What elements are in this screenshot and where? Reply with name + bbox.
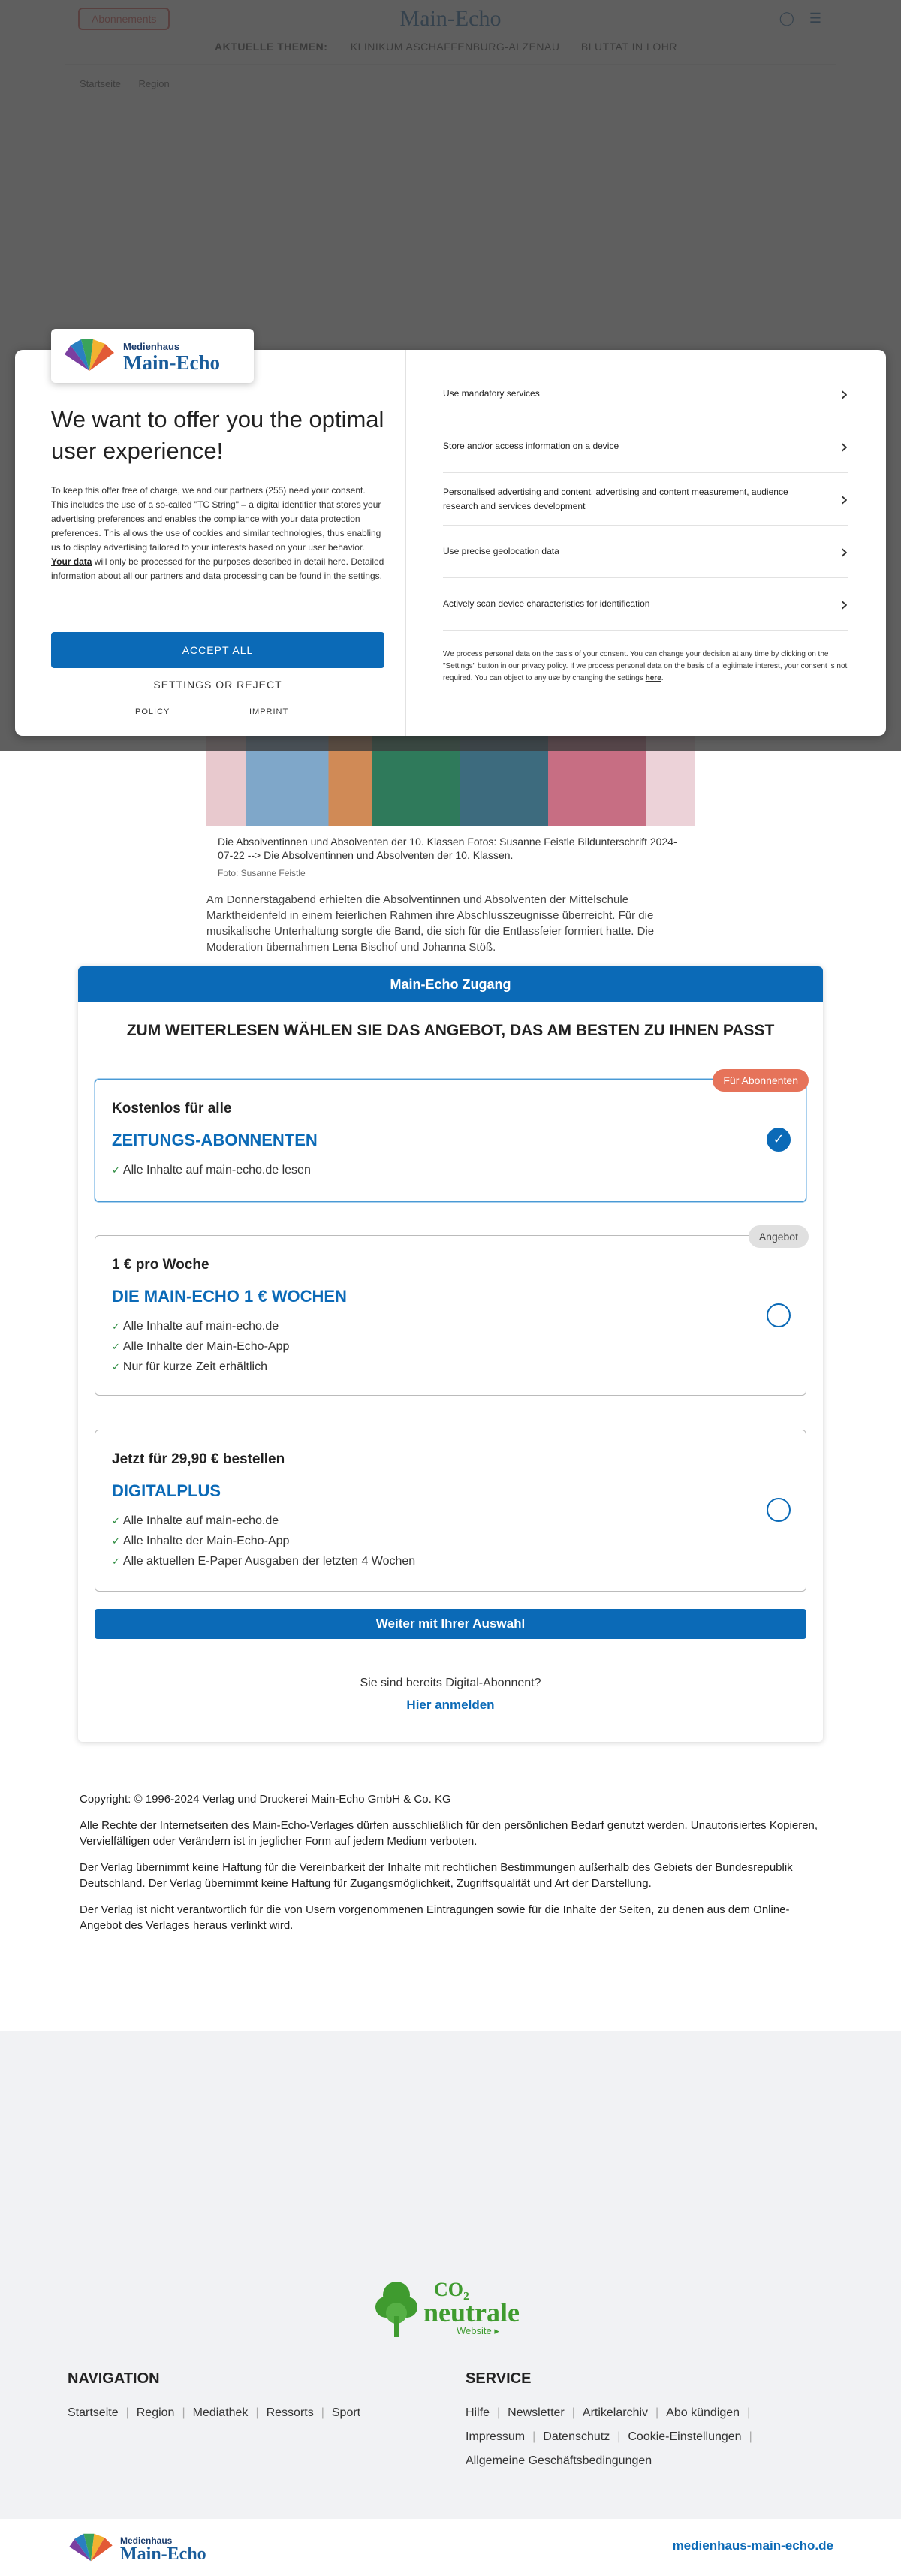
separator: | <box>532 2430 536 2443</box>
offer-feature: ✓ Alle Inhalte auf main-echo.de <box>112 1317 289 1337</box>
footer-navigation <box>68 2370 360 2425</box>
photo-credit: Foto: Susanne Feistle <box>218 868 306 878</box>
chevron-right-icon: › <box>839 539 848 564</box>
separator: | <box>497 2406 501 2419</box>
purpose-row[interactable] <box>443 526 848 578</box>
purpose-label: Actively scan device characteristics for identification <box>443 598 650 609</box>
footer-link[interactable]: Startseite <box>68 2406 119 2419</box>
co2-neutral-badge[interactable] <box>374 2279 532 2339</box>
consent-note-text: We process personal data on the basis of your consent. You can change your decision at any time by clicking on the "Settings" button in our privacy policy. If we process personal data on the basis of a legitimate interest, your consent is not required. You can object to any use by changing the settings <box>443 650 848 682</box>
offer-radio-selected[interactable]: ✓ <box>767 1128 791 1152</box>
chevron-right-icon: › <box>839 381 848 406</box>
purpose-label: Store and/or access information on a device <box>443 441 619 451</box>
chevron-right-icon: › <box>839 434 848 459</box>
consent-note <box>443 649 848 685</box>
purpose-row[interactable] <box>443 578 848 631</box>
purpose-label: Personalised advertising and content, advertising and content measurement, audience research and services development <box>443 486 788 511</box>
your-data-link[interactable]: Your data <box>51 556 92 567</box>
offer-card-digitalplus[interactable] <box>95 1430 806 1592</box>
footer-service-title: SERVICE <box>466 2370 532 2387</box>
offer-name: ZEITUNGS-ABONNENTEN <box>112 1131 318 1149</box>
separator: | <box>255 2406 259 2419</box>
purpose-label: Use precise geolocation data <box>443 546 559 556</box>
consent-title: We want to offer you the optimal user experience! <box>51 406 384 464</box>
offer-badge: Angebot <box>749 1225 809 1248</box>
footer-link[interactable]: Region <box>136 2406 175 2419</box>
paywall-header: Main-Echo Zugang <box>78 966 823 1002</box>
accept-all-button[interactable]: ACCEPT ALL <box>51 632 384 668</box>
policy-link[interactable]: POLICY <box>135 707 170 716</box>
consent-logo-name: Main-Echo <box>123 351 221 374</box>
footer-service <box>466 2370 841 2473</box>
footer-link[interactable]: Mediathek <box>192 2406 249 2419</box>
footer-link[interactable]: Newsletter <box>508 2406 565 2419</box>
legal-paragraph: Der Verlag ist nicht verantwortlich für die von Usern vorgenommenen Eintragungen sowie für die Inhalte der Seiten, zu denen aus dem Online-Angebot des Verlages heraus verlinkt wird. <box>80 1903 790 1932</box>
paywall-box <box>78 966 823 1742</box>
separator: | <box>749 2430 752 2443</box>
footer-service-links <box>466 2401 841 2473</box>
separator: | <box>747 2406 751 2419</box>
separator: | <box>655 2406 659 2419</box>
offer-feature: ✓ Alle Inhalte auf main-echo.de <box>112 1511 415 1532</box>
imprint-link[interactable]: IMPRINT <box>249 707 289 716</box>
footer-brand-sub: Medienhaus <box>120 2535 173 2546</box>
paywall-title: ZUM WEITERLESEN WÄHLEN SIE DAS ANGEBOT, DAS AM BESTEN ZU IHNEN PASST <box>126 1022 775 1039</box>
caption-text: Die Absolventinnen und Absolventen der 10. Klassen Fotos: Susanne Feistle Bildunterschrift 2024-07-22 --> Die Absolventinnen und Absolventen der 10. Klassen. <box>218 836 677 861</box>
footer-link[interactable]: Abo kündigen <box>666 2406 740 2419</box>
offer-feature: ✓ Alle Inhalte auf main-echo.de lesen <box>112 1161 311 1181</box>
offer-features <box>112 1511 415 1572</box>
footer-link[interactable]: Impressum <box>466 2430 526 2443</box>
purpose-row[interactable] <box>443 473 848 526</box>
footer-link[interactable]: Ressorts <box>266 2406 314 2419</box>
offer-features <box>112 1317 289 1378</box>
offer-name: DIE MAIN-ECHO 1 € WOCHEN <box>112 1287 347 1306</box>
chevron-right-icon: › <box>839 487 848 511</box>
consent-logo <box>51 329 254 383</box>
chevron-right-icon: › <box>839 592 848 616</box>
separator: | <box>321 2406 324 2419</box>
footer-bottom-bar <box>0 2519 901 2576</box>
purpose-row[interactable] <box>443 420 848 473</box>
separator: | <box>125 2406 129 2419</box>
separator: | <box>617 2430 621 2443</box>
legal-paragraph: Alle Rechte der Internetseiten des Main-Echo-Verlages dürfen ausschließlich für den persönlichen Bedarf genutzt werden. Unautorisiertes Kopieren, Vervielfältigen oder Verändern ist in jeglicher Form auf jedem Medium verboten. <box>80 1819 818 1848</box>
consent-text-start: To keep this offer free of charge, we and our partners (255) need your consent. This includes the use of a so-called "TC String" – a digital identifier that stores your advertising preferences and enables the compliance with your data protection preferences. This allows the use of cookies and similar technologies, thus enabling us to display advertising tailored to your interests based on your user behavior. <box>51 485 381 553</box>
offer-feature: ✓ Alle aktuellen E-Paper Ausgaben der letzten 4 Wochen <box>112 1552 415 1572</box>
offer-feature: ✓ Nur für kurze Zeit erhältlich <box>112 1357 289 1378</box>
footer-brand-name[interactable]: Main-Echo <box>120 2544 206 2564</box>
fan-logo-icon <box>68 2532 114 2562</box>
legal-paragraph: Der Verlag übernimmt keine Haftung für die Vereinbarkeit der Inhalte mit rechtlichen Bestimmungen außerhalb des Gebiets der Bundesrepublik Deutschland. Der Verlag übernimmt keine Haftung für Zugangsmöglichkeit, Zugriffsqualität und Art der Darstellung. <box>80 1861 793 1890</box>
legal-notice <box>80 1791 823 1944</box>
footer-link[interactable]: Cookie-Einstellungen <box>628 2430 742 2443</box>
offer-price-line: Jetzt für 29,90 € bestellen <box>112 1451 285 1467</box>
separator: | <box>182 2406 185 2419</box>
co2-neutral-label: neutrale <box>423 2297 520 2327</box>
separator: | <box>571 2406 575 2419</box>
footer-link[interactable]: Artikelarchiv <box>582 2406 649 2419</box>
consent-purposes <box>443 368 848 685</box>
consent-note-end: . <box>661 674 664 682</box>
offer-name: DIGITALPLUS <box>112 1481 221 1500</box>
offer-badge: Für Abonnenten <box>713 1069 809 1092</box>
consent-divider <box>405 350 406 736</box>
consent-here-link[interactable]: here <box>645 674 661 682</box>
offer-radio[interactable] <box>767 1498 791 1522</box>
footer-link[interactable]: Datenschutz <box>543 2430 610 2443</box>
consent-dialog <box>15 341 886 736</box>
fan-logo-icon <box>63 338 116 372</box>
purpose-label: Use mandatory services <box>443 388 540 399</box>
tree-icon <box>374 2279 419 2337</box>
site-footer <box>0 2031 901 2519</box>
continue-button[interactable]: Weiter mit Ihrer Auswahl <box>95 1609 806 1639</box>
offer-radio[interactable] <box>767 1303 791 1327</box>
co2-label: CO₂ <box>434 2279 469 2300</box>
offer-card-1-euro[interactable] <box>95 1231 806 1396</box>
already-subscriber-text: Sie sind bereits Digital-Abonnent? <box>360 1677 541 1689</box>
footer-link[interactable]: Hilfe <box>466 2406 490 2419</box>
settings-reject-button[interactable]: SETTINGS OR REJECT <box>153 679 282 691</box>
consent-text <box>51 484 384 583</box>
purpose-row[interactable] <box>443 368 848 420</box>
offer-price-line: 1 € pro Woche <box>112 1257 209 1273</box>
footer-nav-title: NAVIGATION <box>68 2370 160 2387</box>
offer-feature: ✓ Alle Inhalte der Main-Echo-App <box>112 1532 415 1552</box>
offer-price-line: Kostenlos für alle <box>112 1101 232 1116</box>
copyright-text: Copyright: © 1996-2024 Verlag und Druckerei Main-Echo GmbH & Co. KG <box>80 1793 451 1806</box>
co2-website-label: Website ▸ <box>457 2325 499 2336</box>
footer-link[interactable]: Allgemeine Geschäftsbedingungen <box>466 2454 652 2467</box>
consent-logo-sub: Medienhaus <box>123 341 180 352</box>
consent-left-panel <box>51 404 384 583</box>
offer-feature: ✓ Alle Inhalte der Main-Echo-App <box>112 1337 289 1357</box>
photo-caption <box>218 835 683 880</box>
medienhaus-link[interactable]: medienhaus-main-echo.de <box>672 2538 833 2553</box>
login-link[interactable]: Hier anmelden <box>406 1698 495 1712</box>
consent-text-end: will only be processed for the purposes described in detail here. Detailed information about all our partners and data processing can be found in the settings. <box>51 556 384 581</box>
footer-link[interactable]: Sport <box>331 2406 361 2419</box>
offer-features <box>112 1161 311 1181</box>
footer-nav-links <box>68 2401 360 2425</box>
article-lead: Am Donnerstagabend erhielten die Absolventinnen und Absolventen der Mittelschule Marktheidenfeld in einem feierlichen Rahmen ihre Abschlusszeugnisse überreicht. Für die musikalische Unterhaltung sorgte die Band, die sich für die Entlassfeier formiert hatte. Die Moderation übernahmen Lena Bischof und Johanna Stöß. <box>206 893 655 954</box>
offer-card-subscribers[interactable] <box>95 1074 806 1202</box>
